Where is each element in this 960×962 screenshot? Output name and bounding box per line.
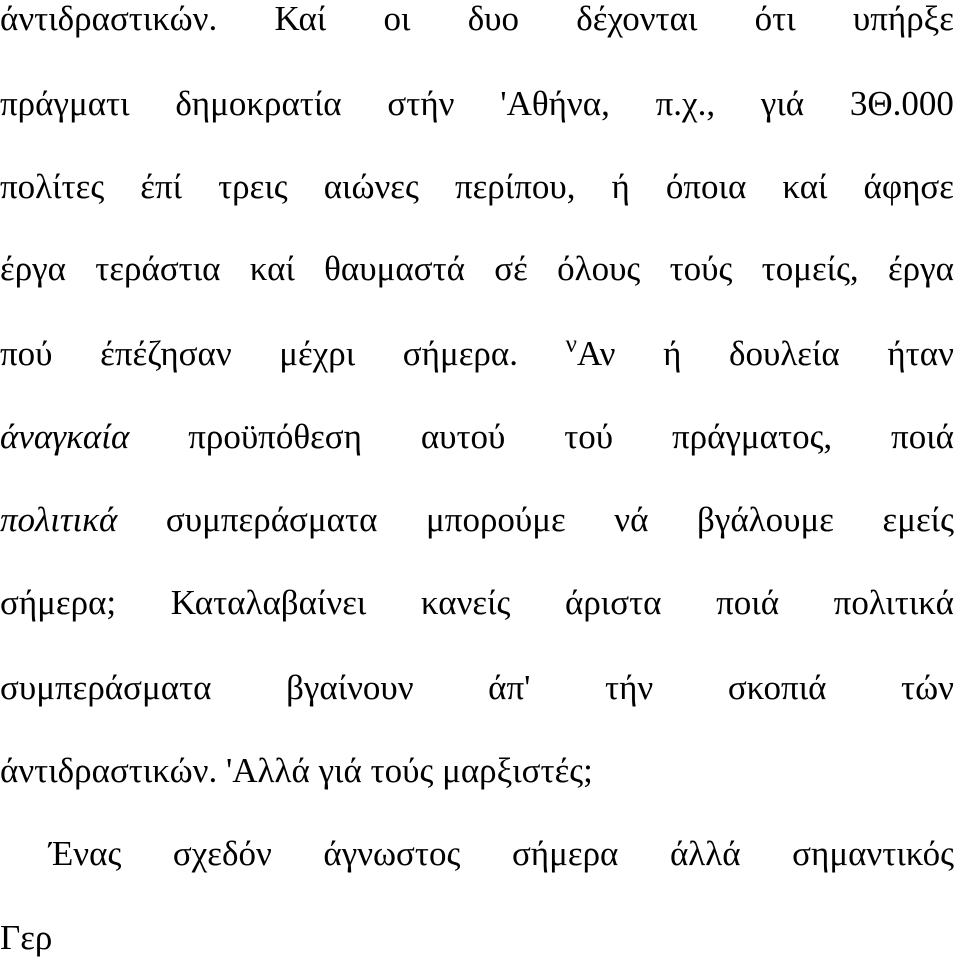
word: πολιτικά (833, 583, 954, 622)
word: εμείς (882, 500, 954, 539)
word: σέ (494, 249, 528, 288)
word: τεράστια (95, 249, 221, 288)
word: σημαντικός (792, 834, 954, 873)
word: βγάλουμε (697, 500, 834, 539)
word: άντιδραστικών. (0, 0, 218, 38)
word: τήν (605, 668, 654, 707)
text-line-8 (0, 579, 954, 627)
word: Ένας (49, 834, 122, 873)
word: τούς (669, 249, 733, 288)
word: άλλά (669, 834, 741, 873)
word: γιά (760, 84, 805, 123)
italic-word: πολιτικά (0, 500, 118, 539)
word: σχεδόν (172, 834, 272, 873)
word: συμπεράσματα (0, 668, 212, 707)
paragraph-end-text: άντιδραστικών. 'Αλλά γιά τούς μαρξιστές; (0, 751, 593, 790)
word: Αν (576, 334, 616, 373)
word: τομείς, (761, 249, 859, 288)
text-line-5 (0, 330, 954, 378)
word: πολίτες (0, 167, 105, 206)
word: Καί (274, 0, 327, 38)
word: δουλεία (729, 334, 840, 373)
word: άριστα (565, 583, 662, 622)
word: προϋπόθεση (188, 417, 362, 456)
text-line-7 (0, 496, 954, 544)
text-line-1 (0, 0, 954, 43)
superscript-mark: ν (565, 331, 577, 358)
word: δημοκρατία (175, 84, 342, 123)
word: δυο (467, 0, 520, 38)
text-line-2 (0, 80, 954, 128)
word: έργα (0, 249, 66, 288)
word: τών (901, 668, 954, 707)
word: συμπεράσματα (165, 500, 378, 539)
text-line-11 (49, 830, 954, 878)
word: μπορούμε (426, 500, 566, 539)
word: καί (249, 249, 295, 288)
word: ή (663, 334, 682, 373)
word: όποια (665, 167, 747, 206)
word: ήταν (887, 334, 954, 373)
word: ποιά (891, 417, 954, 456)
word: τού (564, 417, 614, 456)
word: αυτού (420, 417, 506, 456)
word: έργα (887, 249, 954, 288)
word: τρεις (218, 167, 288, 206)
word-with-superscript (566, 330, 616, 378)
text-line-9 (0, 664, 954, 712)
word: 'Αθήνα, (500, 84, 610, 123)
text-line-3 (0, 163, 954, 211)
word: υπήρξε (852, 0, 954, 38)
word: βγαίνουν (286, 668, 414, 707)
word: στήν (387, 84, 455, 123)
word: καί (782, 167, 828, 206)
word: σήμερα; (0, 583, 117, 622)
word: νά (614, 500, 649, 539)
word: οι (383, 0, 411, 38)
text-line-6 (0, 413, 954, 461)
word: Καταλαβαίνει (170, 583, 367, 622)
word: έπέζησαν (100, 334, 232, 373)
word: πράγματος, (671, 417, 833, 456)
word: ποιά (716, 583, 780, 622)
word: ή (611, 167, 630, 206)
word: 3Θ.000 (849, 84, 954, 123)
word: μέχρι (279, 334, 356, 373)
word: όλους (557, 249, 641, 288)
word: άπ' (488, 668, 531, 707)
text-line-12 (0, 914, 954, 962)
word: κανείς (420, 583, 511, 622)
word: πράγματι (0, 84, 130, 123)
word: δέχονται (576, 0, 698, 38)
word: περίπου, (454, 167, 576, 206)
truncated-text: Γερ (0, 918, 53, 957)
word: σκοπιά (727, 668, 827, 707)
word: έπί (140, 167, 183, 206)
word: πού (0, 334, 53, 373)
word: σήμερα. (402, 334, 518, 373)
word: άφησε (863, 167, 954, 206)
text-line-4 (0, 245, 954, 293)
word: σήμερα (511, 834, 619, 873)
word: αιώνες (323, 167, 419, 206)
word: άγνωστος (323, 834, 461, 873)
word: π.χ., (655, 84, 716, 123)
text-line-10 (0, 747, 954, 795)
word: ότι (754, 0, 796, 38)
word: θαυμαστά (324, 249, 465, 288)
italic-word: άναγκαία (0, 417, 130, 456)
